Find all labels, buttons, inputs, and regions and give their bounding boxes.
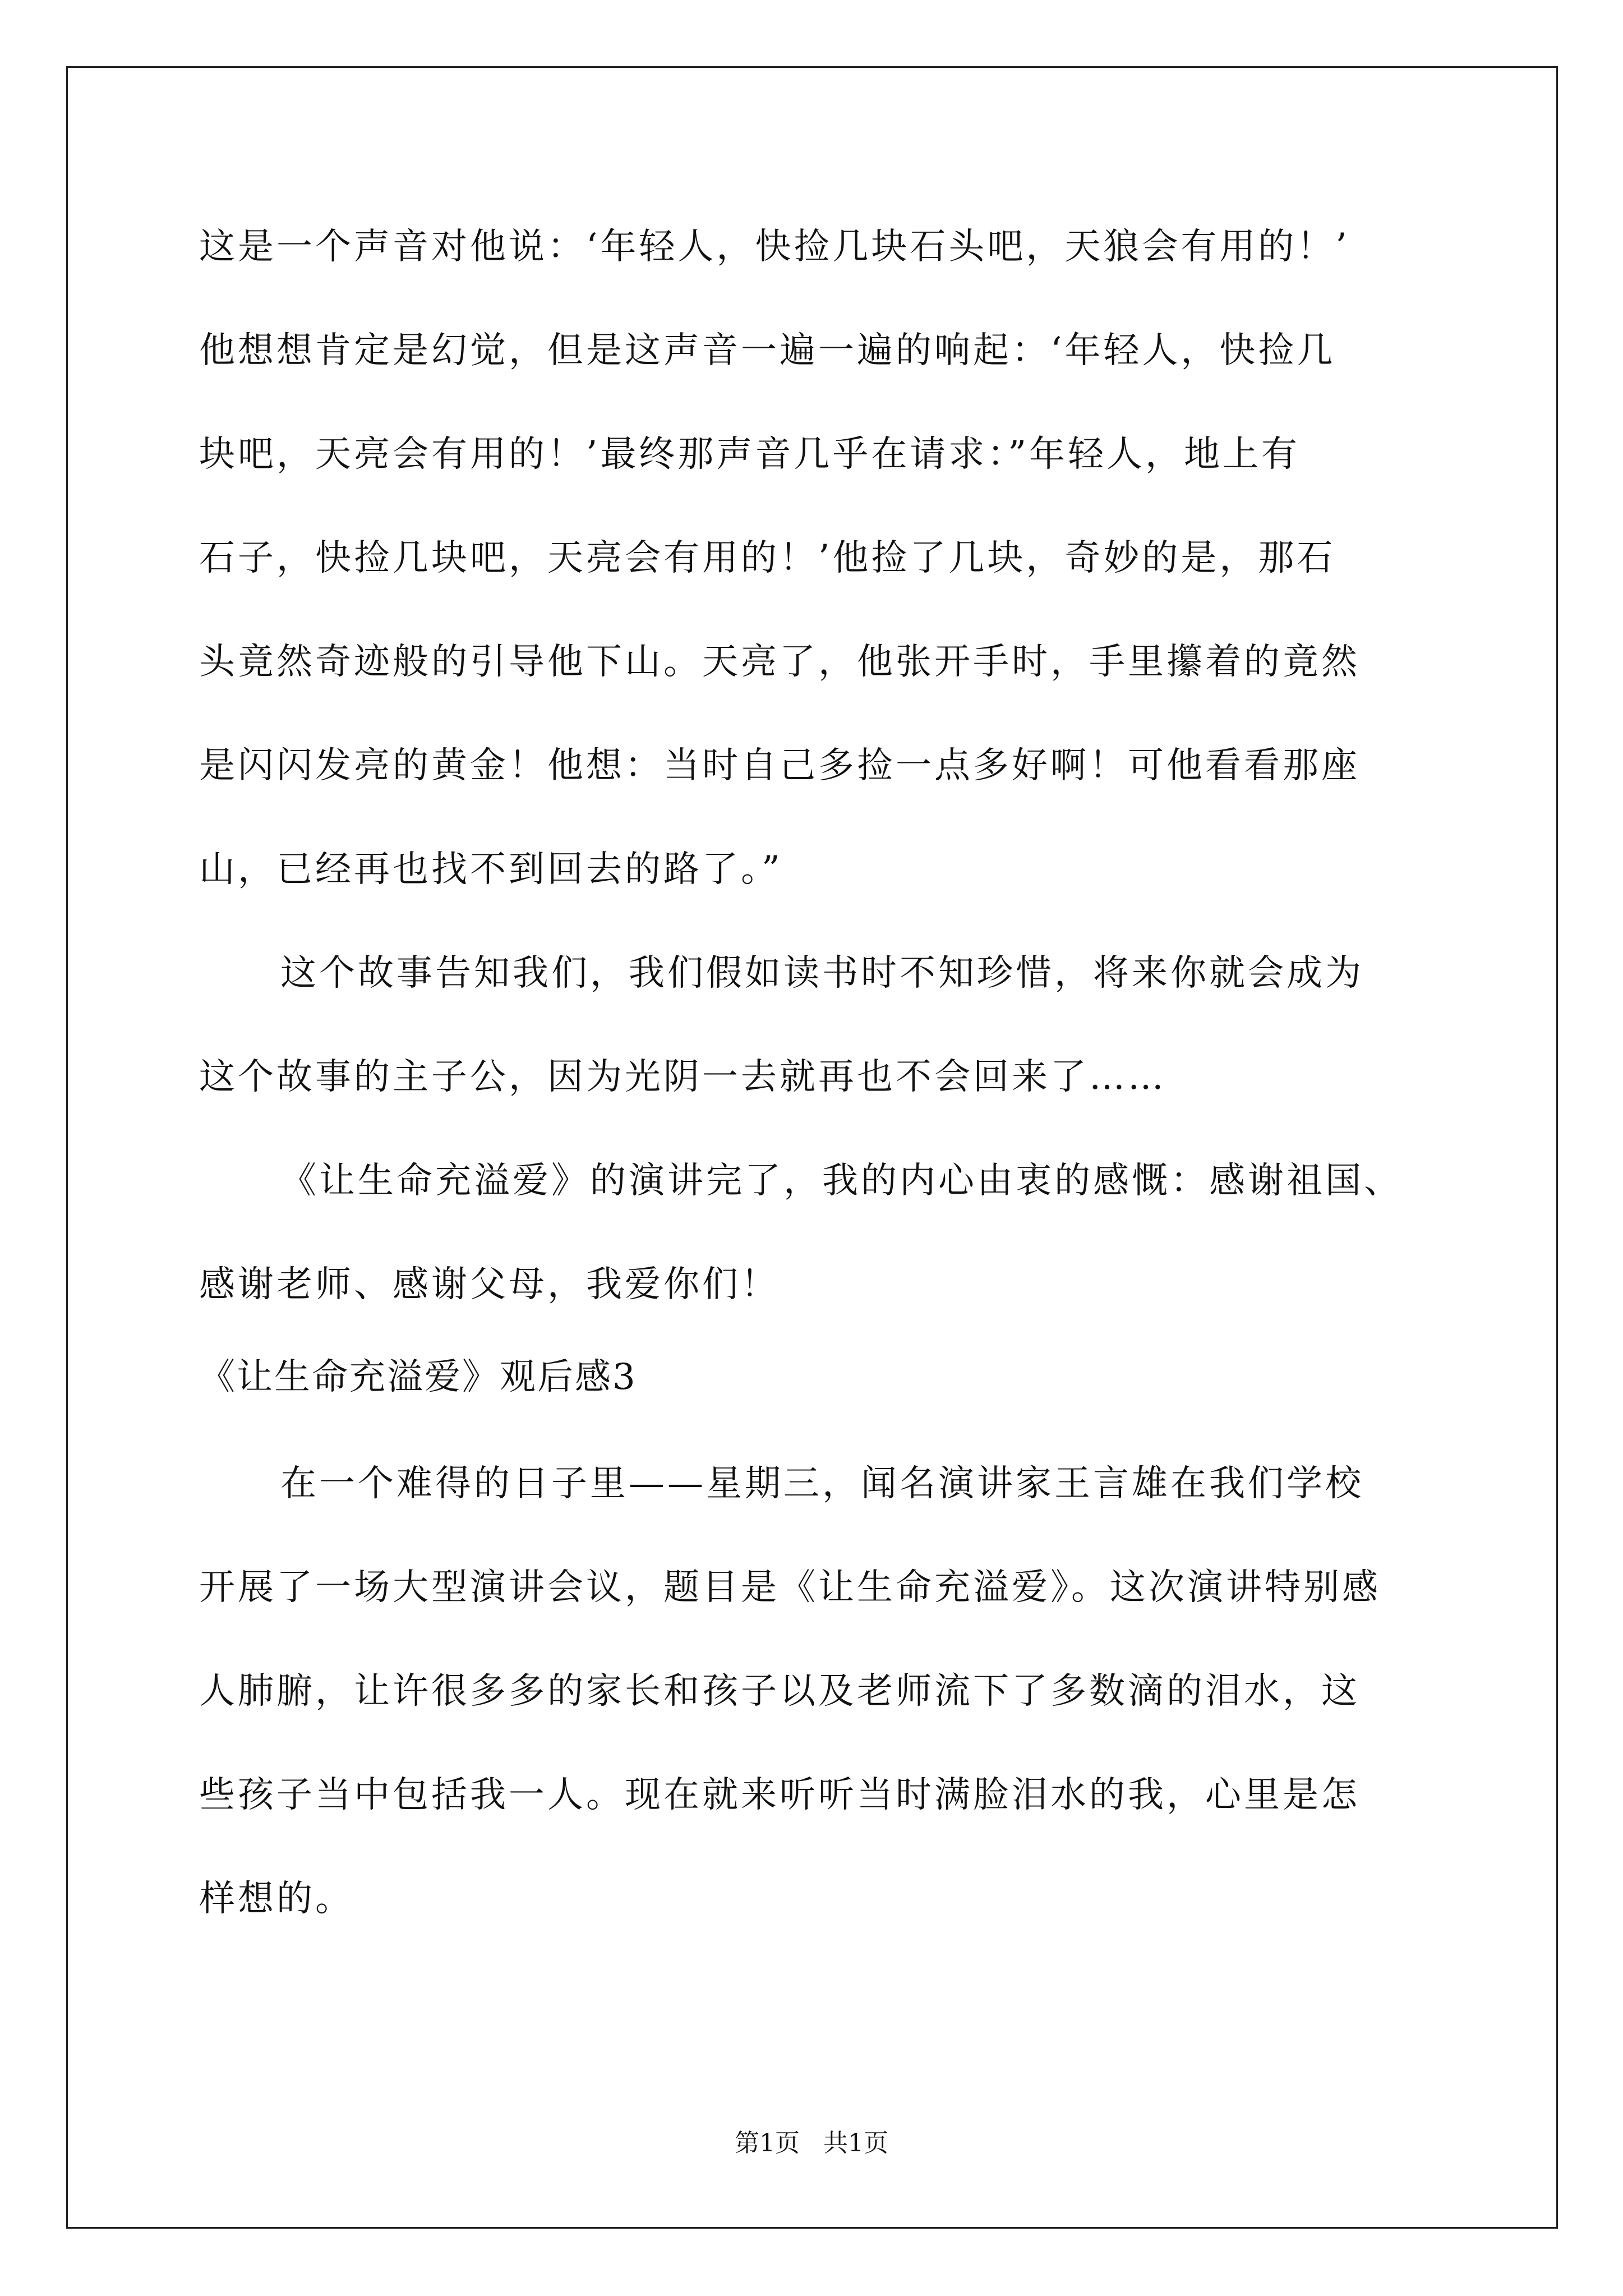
text-line: 些孩子当中包括我一人。现在就来听听当时满脸泪水的我，心里是怎 <box>199 1774 1360 1816</box>
paragraph-start-line: 在一个难得的日子里——星期三，闻名演讲家王言雄在我们学校 <box>280 1463 1364 1504</box>
text-line: 山，已经再也找不到回去的路了。” <box>199 849 783 890</box>
text-line: 块吧，天亮会有用的！’最终那声音几乎在请求：”年轻人，地上有 <box>199 434 1301 475</box>
page-number-footer: 第1页 共1页 <box>735 2129 888 2157</box>
section-heading: 《让生命充溢爱》观后感3 <box>199 1356 637 1398</box>
text-line: 是闪闪发亮的黄金！他想：当时自己多捡一点多好啊！可他看看那座 <box>199 745 1360 786</box>
paragraph-start-line: 这个故事告知我们，我们假如读书时不知珍惜，将来你就会成为 <box>280 953 1364 994</box>
text-line: 样想的。 <box>199 1878 354 1920</box>
text-line: 感谢老师、感谢父母，我爱你们！ <box>199 1264 780 1305</box>
paragraph-start-line: 《让生命充溢爱》的演讲完了，我的内心由衷的感慨：感谢祖国、 <box>280 1160 1403 1202</box>
text-line: 开展了一场大型演讲会议，题目是《让生命充溢爱》。这次演讲特别感 <box>199 1567 1381 1608</box>
text-line: 这是一个声音对他说：‘年轻人，快捡几块石头吧，天狼会有用的！’ <box>199 226 1350 268</box>
text-line: 这个故事的主子公，因为光阴一去就再也不会回来了…… <box>199 1056 1166 1098</box>
text-line: 头竟然奇迹般的引导他下山。天亮了，他张开手时，手里攥着的竟然 <box>199 641 1360 683</box>
text-line: 石子，快捡几块吧，天亮会有用的！’他捡了几块，奇妙的是，那石 <box>199 537 1336 579</box>
text-line: 他想想肯定是幻觉，但是这声音一遍一遍的响起：‘年轻人，快捡几 <box>199 330 1336 371</box>
text-line: 人肺腑，让许很多多的家长和孩子以及老师流下了多数滴的泪水，这 <box>199 1671 1360 1712</box>
